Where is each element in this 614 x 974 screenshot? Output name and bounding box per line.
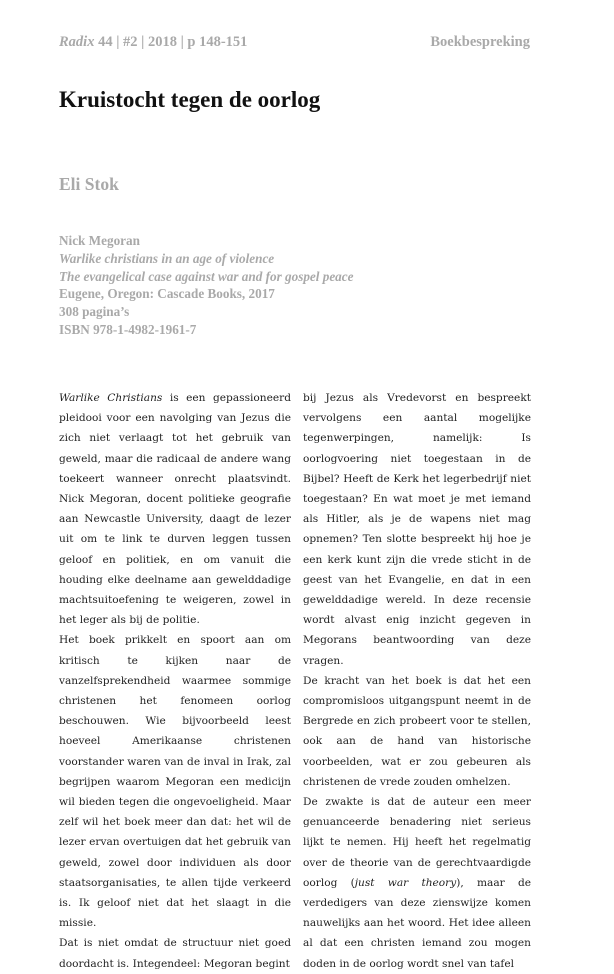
body-column-right: [303, 388, 531, 974]
running-header: [59, 34, 530, 54]
paragraph: Het boek prikkelt en spoort aan om kritisch te kijken naar de vanzelfsprekendheid waarmee sommige christenen het fenomeen oorlog beschouwen. Wie bijvoorbeeld leest hoeveel Amerikaanse christenen voorstander waren van de inval in Irak, zal begrijpen waarom Megoran een medicijn wil bieden tegen die ongevoeligheid. Maar zelf wil het boek meer dan dat: het wil de lezer ervan overtuigen dat het gebruik van geweld, zowel door individuen als door staatsorganisaties, te allen tijde verkeerd is. Ik geloof niet dat het slaagt in die missie.: [59, 634, 291, 930]
book-details: [59, 232, 353, 339]
paragraph: Warlike Christians is een gepassioneerd pleidooi voor een navolging van Jezus die zich niet verlaagt tot het gebruik van geweld, maar die radicaal de andere wang toekeert wanneer onrecht plaatsvindt. Nick Megoran, docent politieke geografie aan Newcastle University, daagt de lezer uit om te link te durven leggen tussen geloof en politiek, en om vanuit die houding elke deelname aan gewelddadige machtsuitoefening te weigeren, zowel in het leger als bij de politie.: [59, 392, 291, 627]
article-title: Kruistocht tegen de oorlog: [59, 87, 321, 112]
book-pages: 308 pagina’s: [59, 304, 130, 320]
term-inline: just war theory: [354, 876, 457, 889]
book-title: Warlike christians in an age of violence: [59, 250, 275, 266]
paragraph: bij Jezus als Vredevorst en bespreekt vervolgens een aantal mogelijke tegenwerpingen, namelijk: Is oorlogvoering niet toegestaan in de Bijbel? Heeft de Kerk het legerbedrijf niet toegestaan? En wat moet je met iemand als Hitler, als je de wapens niet mag opnemen? Ten slotte bespreekt hij hoe je een kerk kunt zijn die vrede sticht in de geest van het Evangelie, en dat in een gewelddadige wereld. In deze recensie wordt alvast enig inzicht gegeven in Megorans beantwoording van deze vragen.: [303, 392, 531, 667]
journal-name: Radix: [59, 34, 95, 50]
body-column-left: [59, 388, 291, 974]
book-isbn: ISBN 978-1-4982-1961-7: [59, 321, 197, 337]
section-label: Boekbespreking: [430, 34, 530, 50]
book-title-inline: Warlike Christians: [59, 392, 163, 404]
journal-citation: [59, 34, 247, 51]
paragraph: De zwakte is dat de auteur een meer genuanceerde benadering niet serieus lijkt te nemen. Hij heeft het regelmatig over de theorie van de gerechtvaardigde oorlog (just war theory), maar de verdedigers van deze zienswijze komen nauwelijks aan het woord. Het idee alleen al dat een christen iemand zou mogen doden in de oorlog wordt snel van tafel: [303, 796, 531, 970]
review-author: Eli Stok: [59, 174, 119, 194]
issue-pages: 44 | #2 | 2018 | p 148-151: [94, 34, 248, 50]
book-publisher: Eugene, Oregon: Cascade Books, 2017: [59, 286, 275, 302]
book-author: Nick Megoran: [59, 233, 140, 248]
paragraph: Dat is niet omdat de structuur niet goed doordacht is. Integendeel: Megoran begint: [59, 937, 291, 970]
book-subtitle: The evangelical case against war and for gospel peace: [59, 268, 354, 284]
paragraph: De kracht van het boek is dat het een compromisloos uitgangspunt neemt in de Bergrede en zich probeert voor te stellen, ook aan de hand van historische voorbeelden, wat er zou gebeuren als christenen de vrede zouden omhelzen.: [303, 674, 531, 788]
